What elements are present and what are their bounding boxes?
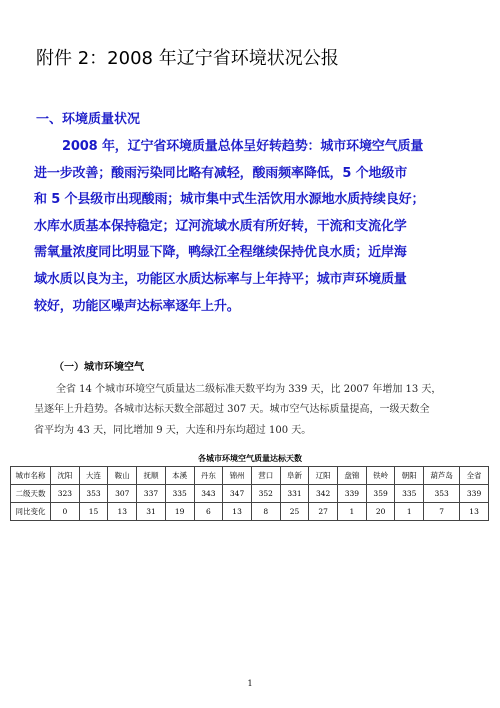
table-cell: 359 [366,485,395,503]
city-name-cell: 抚顺 [137,467,166,485]
table-cell: 307 [108,485,137,503]
table-cell: 1 [338,503,367,521]
table-cell: 353 [424,485,460,503]
table-cell: 25 [280,503,309,521]
page-title: 附件 2：2008 年辽宁省环境状况公报 [36,48,339,69]
table-cell: 13 [108,503,137,521]
table-cell: 337 [137,485,166,503]
city-name-cell: 铁岭 [366,467,395,485]
table-cell: 27 [309,503,338,521]
table-row-label: 同比变化 [11,503,51,521]
city-name-cell: 本溪 [165,467,194,485]
city-name-cell: 葫芦岛 [424,467,460,485]
table-cell: 6 [194,503,223,521]
table-cell: 0 [51,503,80,521]
subsection-heading: （一）城市环境空气 [54,362,144,373]
air-quality-table [10,466,489,521]
table-cell: 353 [79,485,108,503]
city-name-cell: 鞍山 [108,467,137,485]
table-cell: 13 [460,503,489,521]
table-cell: 331 [280,485,309,503]
body-paragraph [34,380,474,441]
city-name-cell: 辽阳 [309,467,338,485]
table-cell: 13 [223,503,252,521]
summary-line: 需氧量浓度同比明显下降，鸭绿江全程继续保持优良水质；近岸海 [34,245,407,261]
table-cell: 1 [395,503,424,521]
table-cell: 31 [137,503,166,521]
table-cell: 347 [223,485,252,503]
table-row [11,503,489,521]
table-cell: 339 [338,485,367,503]
table-cell: 8 [251,503,280,521]
summary-line: 2008 年，辽宁省环境质量总体呈好转趋势：城市环境空气质量 [62,139,424,154]
city-name-cell: 大连 [79,467,108,485]
table-cell: 335 [395,485,424,503]
page-number: 1 [247,679,253,688]
body-line: 呈逐年上升趋势。各城市达标天数全部超过 307 天。城市空气达标质量提高，一级天数全 [34,404,430,416]
summary-line: 进一步改善；酸雨污染同比略有减轻，酸雨频率降低，5 个地级市 [34,165,408,181]
table-caption: 各城市环境空气质量达标天数 [198,454,302,463]
table-cell: 343 [194,485,223,503]
city-name-cell: 丹东 [194,467,223,485]
table-cell: 352 [251,485,280,503]
table-cell: 335 [165,485,194,503]
table-cell: 15 [79,503,108,521]
table-header-row [11,467,489,485]
city-name-cell: 沈阳 [51,467,80,485]
city-name-cell: 盘锦 [338,467,367,485]
table-cell: 20 [366,503,395,521]
table-cell: 323 [51,485,80,503]
table-row-label: 城市名称 [11,467,51,485]
table-row-label: 二级天数 [11,485,51,503]
city-name-cell: 锦州 [223,467,252,485]
summary-line: 域水质以良为主，功能区水质达标率与上年持平；城市声环境质量 [34,271,407,287]
summary-line: 较好，功能区噪声达标率逐年上升。 [34,298,240,314]
body-line: 省平均为 43 天，同比增加 9 天，大连和丹东均超过 100 天。 [34,424,312,436]
summary-paragraph [34,134,466,320]
city-name-cell: 营口 [251,467,280,485]
table-cell: 342 [309,485,338,503]
city-name-cell: 朝阳 [395,467,424,485]
table-cell: 339 [460,485,489,503]
body-line: 全省 14 个城市环境空气质量达二级标准天数平均为 339 天，比 2007 年增加 13 天， [56,384,442,395]
city-name-cell: 阜新 [280,467,309,485]
table-cell: 19 [165,503,194,521]
table-cell: 7 [424,503,460,521]
table-row [11,485,489,503]
summary-line: 和 5 个县级市出现酸雨；城市集中式生活饮用水源地水质持续良好； [34,192,425,208]
section-heading: 一、环境质量状况 [36,112,141,127]
city-name-cell: 全省 [460,467,489,485]
summary-line: 水库水质基本保持稳定；辽河流域水质有所好转，干流和支流化学 [34,218,407,234]
